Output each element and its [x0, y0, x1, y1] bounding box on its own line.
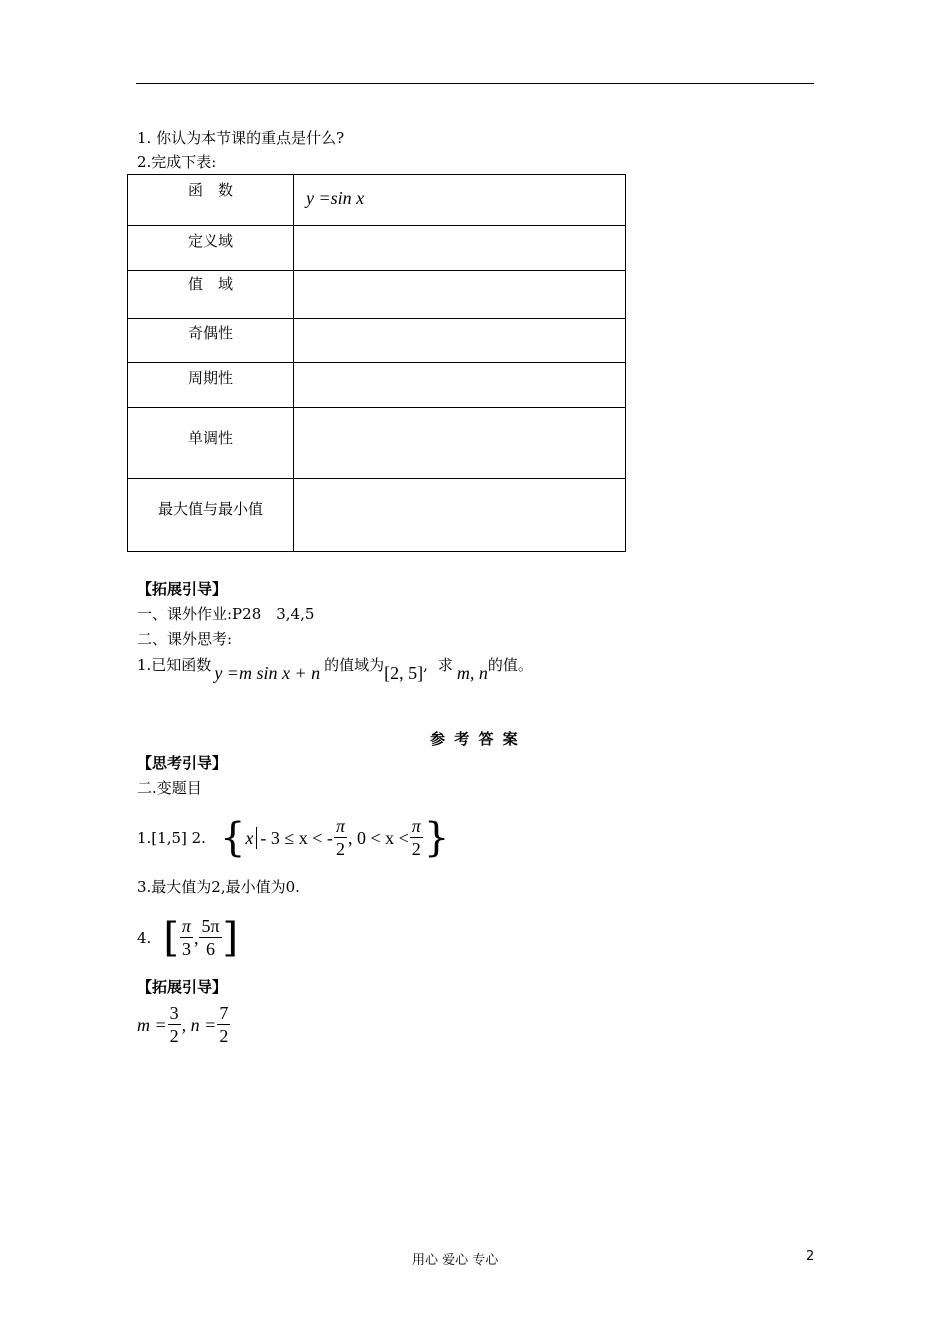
row-label: [128, 271, 294, 319]
problem-prefix: 1.已知函数: [137, 656, 212, 674]
fraction-denominator: 2: [169, 1026, 179, 1046]
function-formula: y =sin x: [306, 188, 365, 208]
row-label-text: 周期性: [187, 369, 233, 387]
row-label-text: 值 域: [187, 275, 233, 293]
question-1: 1. 你认为本节课的重点是什么?: [137, 129, 345, 147]
problem-vars: m, n: [456, 663, 488, 683]
table-row: [128, 271, 626, 319]
fraction-numerator: π: [181, 916, 191, 936]
fraction-denominator: 2: [335, 839, 345, 859]
extension-problem: [137, 654, 533, 683]
row-label-text: 单调性: [187, 429, 233, 447]
answer-3: 3.最大值为2,最小值为0.: [137, 878, 300, 896]
answer-1-text: 1.[1,5] 2.: [137, 829, 206, 847]
row-label: [128, 319, 294, 363]
footer-motto: 用心 爱心 专心: [412, 1253, 499, 1268]
ext-answer: [137, 1002, 231, 1048]
fraction-5pi-over-6: [199, 916, 221, 960]
left-bracket-icon: [: [163, 915, 179, 961]
fraction-3-over-2: [168, 1003, 181, 1047]
fraction-numerator: 3: [169, 1003, 179, 1023]
table-row: [128, 175, 626, 226]
fraction-7-over-2: [217, 1003, 230, 1047]
extension-heading: 【拓展引导】: [137, 580, 228, 598]
row-label: [128, 226, 294, 271]
table-row: [128, 226, 626, 271]
left-brace-icon: {: [219, 815, 246, 861]
problem-range: [2, 5]: [384, 663, 424, 683]
row-label: [128, 479, 294, 552]
header-rule: [136, 83, 814, 84]
row-label: [128, 363, 294, 408]
set-variable: x: [245, 827, 254, 848]
fraction-denominator: 2: [219, 1026, 229, 1046]
answer-4: 4. [ $\frac{\pi}{3}$ , $\frac{5\pi}{6}$ ]: [137, 915, 239, 961]
row-label: [128, 408, 294, 479]
homework-line: 一、课外作业:P28 3,4,5: [137, 605, 315, 623]
row-label-text: 定义域: [187, 232, 233, 250]
fraction-pi-over-3: [180, 916, 193, 960]
answers-title: 参 考 答 案: [430, 730, 520, 748]
row-label-text: 奇偶性: [187, 324, 233, 342]
table-row: [128, 363, 626, 408]
row-label: [128, 175, 294, 226]
m-equals: m =: [137, 1014, 167, 1035]
row-value[interactable]: [294, 319, 626, 363]
answer-4-prefix: 4.: [137, 929, 152, 947]
function-properties-table: [127, 174, 626, 552]
problem-comma: ,: [423, 656, 428, 674]
problem-suffix: 的值。: [487, 656, 533, 674]
n-equals: , n =: [181, 1014, 217, 1035]
set-condition-2: , 0 < x <: [347, 827, 409, 848]
table-row: [128, 319, 626, 363]
table-row: [128, 479, 626, 552]
thinking-heading: 【思考引导】: [137, 754, 228, 772]
fraction-numerator: π: [335, 816, 345, 836]
right-bracket-icon: ]: [222, 915, 239, 961]
right-brace-icon: }: [423, 815, 450, 861]
fraction-numerator: π: [411, 816, 421, 836]
row-label-text: 最大值与最小值: [157, 500, 263, 518]
problem-formula: y =m sin x + n: [214, 663, 321, 683]
question-2: 2.完成下表:: [137, 153, 217, 171]
row-value[interactable]: [294, 271, 626, 319]
fraction-pi-over-2: [410, 816, 423, 860]
row-label-text: 函 数: [187, 181, 233, 199]
table-row: [128, 408, 626, 479]
set-bar: [256, 827, 257, 849]
fraction-denominator: 6: [206, 939, 215, 959]
row-value[interactable]: [294, 408, 626, 479]
fraction-pi-over-2: [334, 816, 347, 860]
ext-answer-heading: 【拓展引导】: [137, 978, 228, 996]
page-number: 2: [806, 1249, 815, 1264]
row-value[interactable]: [294, 479, 626, 552]
row-value: [294, 175, 626, 226]
answer-1-2: [137, 812, 449, 864]
row-value[interactable]: [294, 363, 626, 408]
fraction-numerator: 7: [219, 1003, 229, 1023]
problem-ask: 求: [437, 656, 453, 674]
fraction-denominator: 3: [181, 939, 191, 959]
thinking-line: 二、课外思考:: [137, 630, 233, 648]
row-value[interactable]: [294, 226, 626, 271]
problem-mid: 的值域为: [324, 656, 385, 674]
set-condition-1: - 3 ≤ x < -: [260, 827, 333, 848]
variant-heading: 二.变题目: [137, 779, 202, 797]
fraction-numerator: 5π: [201, 916, 220, 936]
fraction-denominator: 2: [411, 839, 421, 859]
